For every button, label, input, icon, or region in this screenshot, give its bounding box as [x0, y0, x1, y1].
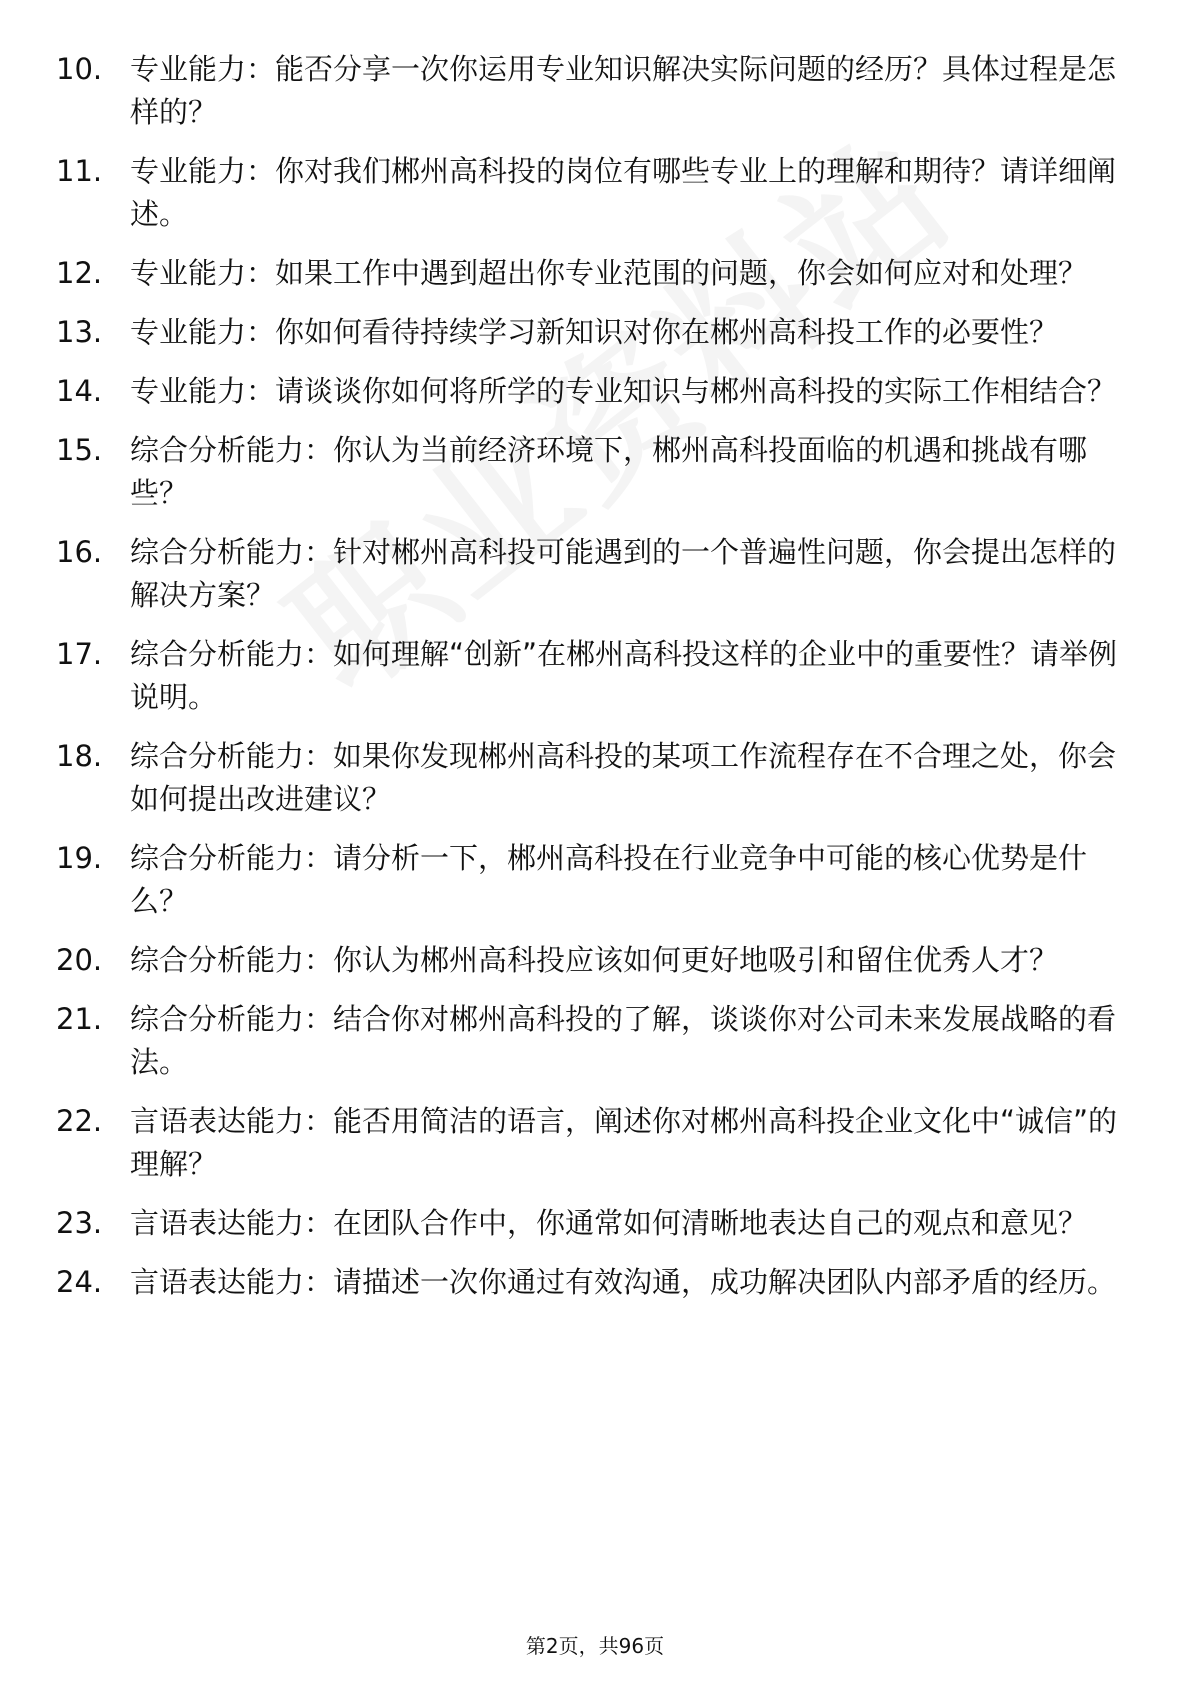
question-number: 11. [56, 154, 103, 188]
question-text: 专业能力：你对我们郴州高科投的岗位有哪些专业上的理解和期待？请详细阐述。 [130, 154, 1117, 231]
question-number: 18. [56, 739, 103, 773]
question-item [56, 633, 1126, 719]
question-number: 22. [56, 1104, 103, 1138]
question-item [56, 311, 1126, 354]
question-item [56, 939, 1126, 982]
question-text: 专业能力：请谈谈你如何将所学的专业知识与郴州高科投的实际工作相结合？ [130, 374, 1117, 408]
question-item [56, 429, 1126, 515]
question-text: 综合分析能力：请分析一下，郴州高科投在行业竞争中可能的核心优势是什么？ [130, 841, 1088, 918]
question-number: 21. [56, 1002, 103, 1036]
question-number: 19. [56, 841, 103, 875]
question-number: 16. [56, 535, 103, 569]
question-text: 专业能力：能否分享一次你运用专业知识解决实际问题的经历？具体过程是怎样的？ [130, 52, 1117, 129]
question-text: 言语表达能力：能否用简洁的语言，阐述你对郴州高科投企业文化中“诚信”的理解？ [130, 1104, 1118, 1181]
question-number: 17. [56, 637, 103, 671]
question-text: 言语表达能力：请描述一次你通过有效沟通，成功解决团队内部矛盾的经历。 [130, 1265, 1117, 1299]
question-item [56, 370, 1126, 413]
question-item [56, 531, 1126, 617]
question-item [56, 48, 1126, 134]
question-number: 13. [56, 315, 103, 349]
question-number: 20. [56, 943, 103, 977]
question-text: 综合分析能力：针对郴州高科投可能遇到的一个普遍性问题，你会提出怎样的解决方案？ [130, 535, 1117, 612]
question-text: 综合分析能力：你认为当前经济环境下，郴州高科投面临的机遇和挑战有哪些？ [130, 433, 1088, 510]
question-text: 专业能力：如果工作中遇到超出你专业范围的问题，你会如何应对和处理？ [130, 256, 1088, 290]
question-text: 专业能力：你如何看待持续学习新知识对你在郴州高科投工作的必要性？ [130, 315, 1059, 349]
question-text: 综合分析能力：结合你对郴州高科投的了解，谈谈你对公司未来发展战略的看法。 [130, 1002, 1117, 1079]
question-item [56, 252, 1126, 295]
question-number: 12. [56, 256, 103, 290]
question-item [56, 1100, 1126, 1186]
question-text: 综合分析能力：你认为郴州高科投应该如何更好地吸引和留住优秀人才？ [130, 943, 1059, 977]
question-number: 24. [56, 1265, 103, 1299]
question-number: 23. [56, 1206, 103, 1240]
question-text: 综合分析能力：如果你发现郴州高科投的某项工作流程存在不合理之处，你会如何提出改进建议？ [130, 739, 1117, 816]
question-item [56, 1202, 1126, 1245]
question-item [56, 837, 1126, 923]
question-text: 言语表达能力：在团队合作中，你通常如何清晰地表达自己的观点和意见？ [130, 1206, 1088, 1240]
question-item [56, 150, 1126, 236]
question-number: 10. [56, 52, 103, 86]
question-list [56, 48, 1126, 1320]
question-text: 综合分析能力：如何理解“创新”在郴州高科投这样的企业中的重要性？请举例说明。 [130, 637, 1118, 714]
question-item [56, 735, 1126, 821]
page-number-footer: 第2页，共96页 [525, 1634, 665, 1658]
question-item [56, 1261, 1126, 1304]
question-number: 14. [56, 374, 103, 408]
question-number: 15. [56, 433, 103, 467]
question-item [56, 998, 1126, 1084]
